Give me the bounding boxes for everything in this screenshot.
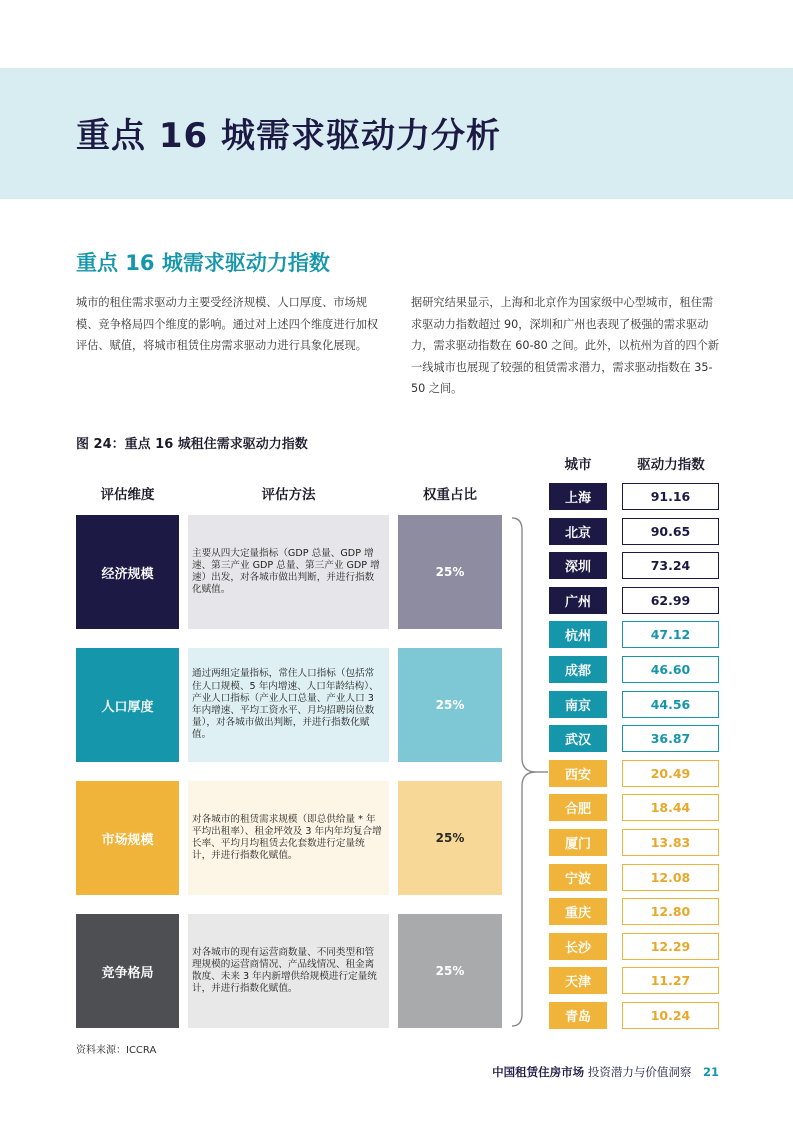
- dimension-row: [76, 914, 502, 1028]
- city-score: 47.12: [622, 621, 719, 648]
- footer-report-name: 中国租赁住房市场: [492, 1065, 585, 1079]
- footer-report-sub: 投资潜力与价值洞察: [587, 1065, 692, 1079]
- city-score: 20.49: [622, 760, 719, 787]
- city-score: 10.24: [622, 1002, 719, 1029]
- dimension-label: 竞争格局: [76, 914, 179, 1028]
- dimension-row: [76, 648, 502, 762]
- section-subtitle: 重点 16 城需求驱动力指数: [76, 251, 330, 275]
- page-footer: [492, 1064, 719, 1080]
- page-title: 重点 16 城需求驱动力分析: [76, 116, 501, 156]
- city-name: 杭州: [549, 621, 607, 648]
- city-score: 91.16: [622, 483, 719, 510]
- paragraph-left: 城市的租住需求驱动力主要受经济规模、人口厚度、市场规模、竞争格局四个维度的影响。通过对上述四个维度进行加权评估、赋值，将城市租赁住房需求驱动力进行具象化展现。: [76, 296, 379, 352]
- city-name: 长沙: [549, 933, 607, 960]
- paragraph-right: 据研究结果显示，上海和北京作为国家级中心型城市，租住需求驱动力指数超过 90，深圳和广州也表现了极强的需求驱动力，需求驱动指数在 60-80 之间。此外，以杭州为首的四个新一线城市也展现了较强的租赁需求潜力，需求驱动指数在 35-50 之间。: [411, 296, 720, 395]
- city-score: 46.60: [622, 656, 719, 683]
- city-name: 深圳: [549, 552, 607, 579]
- method-description: 主要从四大定量指标（GDP 总量、GDP 增速、第三产业 GDP 总量、第三产业 GDP 增速）出发，对各城市做出判断，并进行指数化赋值。: [188, 515, 389, 629]
- ranking-row: [549, 967, 719, 994]
- city-score: 13.83: [622, 829, 719, 856]
- ranking-row: [549, 760, 719, 787]
- weight-value: 25%: [398, 648, 502, 762]
- ranking-row: [549, 933, 719, 960]
- ranking-row: [549, 518, 719, 545]
- city-score: 73.24: [622, 552, 719, 579]
- figure-title: 图 24：重点 16 城租住需求驱动力指数: [76, 437, 308, 452]
- city-name: 西安: [549, 760, 607, 787]
- city-score: 11.27: [622, 967, 719, 994]
- method-description: 通过两组定量指标，常住人口指标（包括常住人口规模、5 年内增速、人口年龄结构）、产业人口指标（产业人口总量、产业人口 3 年内增速、平均工资水平、月均招聘岗位数量），对各城市做出判断，并进行指数化赋值。: [188, 648, 389, 762]
- city-name: 北京: [549, 518, 607, 545]
- ranking-row: [549, 552, 719, 579]
- column-header-method: 评估方法: [261, 487, 316, 503]
- city-score: 18.44: [622, 794, 719, 821]
- city-score: 44.56: [622, 691, 719, 718]
- city-name: 成都: [549, 656, 607, 683]
- method-description: 对各城市的租赁需求规模（即总供给量 * 年平均出租率）、租金坪效及 3 年内年均复合增长率、平均月均租赁去化套数进行定量统计，并进行指数化赋值。: [188, 781, 389, 895]
- city-name: 广州: [549, 587, 607, 614]
- city-name: 重庆: [549, 898, 607, 925]
- city-score: 36.87: [622, 725, 719, 752]
- city-score: 12.80: [622, 898, 719, 925]
- weight-value: 25%: [398, 781, 502, 895]
- city-name: 合肥: [549, 794, 607, 821]
- dimension-label: 经济规模: [76, 515, 179, 629]
- column-header-weight: 权重占比: [423, 487, 477, 503]
- weight-value: 25%: [398, 515, 502, 629]
- ranking-row: [549, 621, 719, 648]
- ranking-row: [549, 864, 719, 891]
- ranking-header-score: 驱动力指数: [637, 457, 705, 473]
- ranking-row: [549, 898, 719, 925]
- ranking-row: [549, 483, 719, 510]
- column-header-dimension: 评估维度: [100, 487, 155, 503]
- ranking-header-city: 城市: [564, 457, 592, 473]
- dimension-label: 人口厚度: [76, 648, 179, 762]
- city-score: 12.08: [622, 864, 719, 891]
- method-description: 对各城市的现有运营商数量、不同类型和管理规模的运营商情况、产品线情况、租金离散度、未来 3 年内新增供给规模进行定量统计，并进行指数化赋值。: [188, 914, 389, 1028]
- ranking-row: [549, 587, 719, 614]
- city-score: 62.99: [622, 587, 719, 614]
- weight-value: 25%: [398, 914, 502, 1028]
- dimension-row: [76, 515, 502, 629]
- ranking-row: [549, 1002, 719, 1029]
- ranking-row: [549, 725, 719, 752]
- ranking-row: [549, 829, 719, 856]
- ranking-row: [549, 656, 719, 683]
- dimension-label: 市场规模: [76, 781, 179, 895]
- city-name: 武汉: [549, 725, 607, 752]
- city-score: 90.65: [622, 518, 719, 545]
- source-note: 资料来源：ICCRA: [76, 1045, 157, 1056]
- city-name: 宁波: [549, 864, 607, 891]
- page-number: 21: [702, 1065, 719, 1079]
- bracket-connector: [508, 516, 548, 1028]
- city-score: 12.29: [622, 933, 719, 960]
- city-name: 上海: [549, 483, 607, 510]
- city-name: 南京: [549, 691, 607, 718]
- city-name: 厦门: [549, 829, 607, 856]
- ranking-row: [549, 794, 719, 821]
- city-name: 青岛: [549, 1002, 607, 1029]
- ranking-row: [549, 691, 719, 718]
- city-name: 天津: [549, 967, 607, 994]
- dimension-row: [76, 781, 502, 895]
